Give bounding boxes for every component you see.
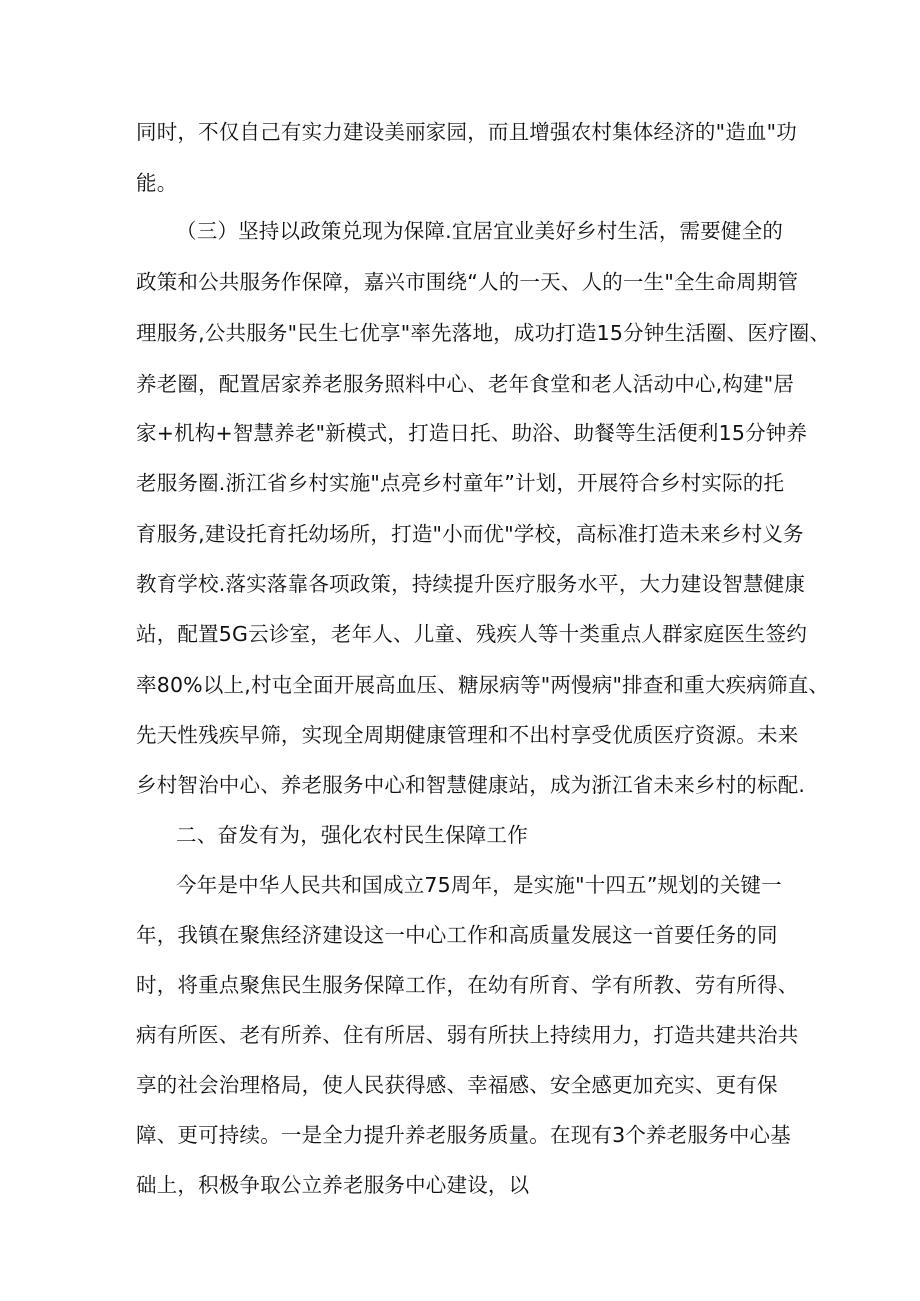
text-line: 率80%以上,村屯全面开展高血压、糖尿病等"两慢病"排查和重大疾病筛直、 [136, 673, 830, 697]
text-line: 乡村智治中心、养老服务中心和智慧健康站，成为浙江省未来乡村的标配. [136, 773, 806, 797]
chapter-heading: 二、奋发有为，强化农村民生保障工作 [176, 823, 528, 847]
text-line: 政策和公共服务作保障，嘉兴市围绕“人的一天、人的一生"全生命周期管 [136, 270, 799, 294]
text-line: 养老圈，配置居家养老服务照料中心、老年食堂和老人活动中心,构建"居 [136, 372, 795, 396]
text-line: 障、更可持续。一是全力提升养老服务质量。在现有3个养老服务中心基 [136, 1123, 791, 1147]
text-line: 站，配置5G云诊室，老年人、儿童、残疾人等十类重点人群家庭医生签约 [136, 622, 808, 646]
text-line: 先天性残疾早筛，实现全周期健康管理和不出村享受优质医疗资源。未来 [136, 723, 799, 747]
text-line: 同时，不仅自己有实力建设美丽家园，而且增强农村集体经济的"造血"功 [136, 120, 797, 144]
text-line: 础上，积极争取公立养老服务中心建设，以 [136, 1173, 530, 1197]
text-line: 年，我镇在聚焦经济建设这一中心工作和高质量发展这一首要任务的同 [136, 923, 778, 947]
text-line: 教育学校.落实落靠各项政策，持续提升医疗服务水平，大力建设智慧健康 [136, 572, 806, 596]
text-line: 理服务,公共服务"民生七优享"率先落地，成功打造15分钟生活圈、医疗圈、 [136, 321, 831, 345]
text-line: 家+机构+智慧养老"新模式，打造日托、助浴、助餐等生活便利15分钟养 [136, 421, 808, 445]
text-line: 时，将重点聚焦民生服务保障工作，在幼有所育、学有所教、劳有所得、 [136, 973, 799, 997]
text-line: 今年是中华人民共和国成立75周年，是实施"十四五”规划的关键一 [176, 873, 782, 897]
text-line: 病有所医、老有所养、住有所居、弱有所扶上持续用力，打造共建共治共 [136, 1023, 799, 1047]
text-line: 老服务圈.浙江省乡村实施"点亮乡村童年”计划，开展符合乡村实际的托 [136, 471, 785, 495]
text-line: 育服务,建设托育托幼场所，打造"小而优"学校，高标准打造未来乡村义务 [136, 522, 804, 546]
section-heading-line: （三）坚持以政策兑现为保障.宜居宜业美好乡村生活，需要健全的 [176, 219, 784, 243]
text-line: 能。 [136, 171, 178, 195]
text-line: 享的社会治理格局，使人民获得感、幸福感、安全感更加充实、更有保 [136, 1073, 778, 1097]
